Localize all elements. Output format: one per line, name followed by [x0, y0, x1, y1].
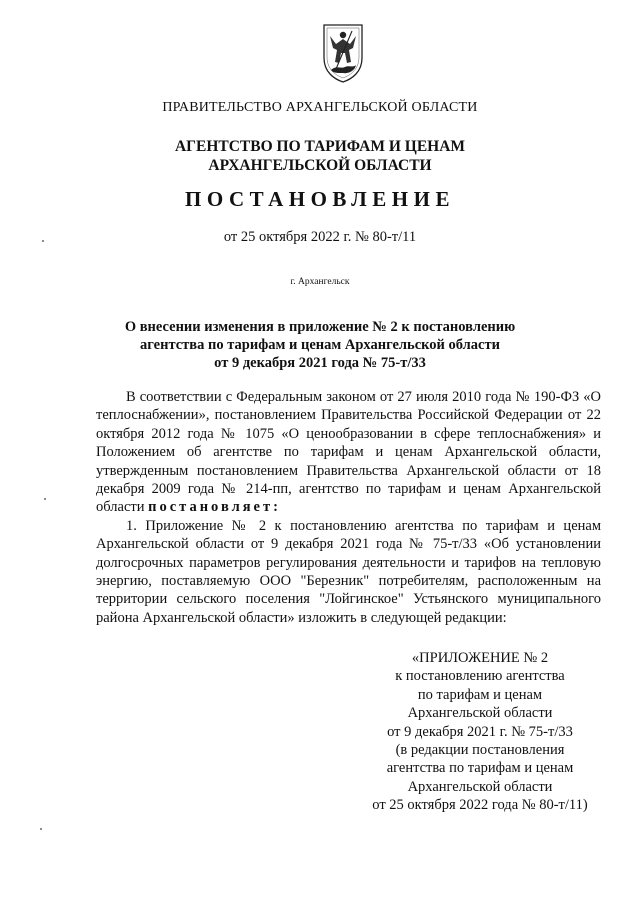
- preamble-text: В соответствии с Федеральным законом от 27 июля 2010 года № 190-ФЗ «О теплоснабжении», постановлением Правительства Российской Федерации от 22 октября 2012 года № 1075 «О ценообразовании в сфере теплоснабжения» и Положением об агентстве по тарифам и ценам Архангельской области, утвержденным постановлением Правительства Архангельской области от 18 декабря 2009 года № 214-пп, агентство по тарифам и ценам Архангельской области: [96, 389, 601, 516]
- subject-line1: О внесении изменения в приложение № 2 к постановлению: [124, 319, 516, 335]
- arkhangelsk-coat-of-arms-icon: [321, 22, 365, 84]
- resolves-word: постановляет:: [148, 499, 281, 516]
- appendix-heading: [330, 649, 630, 815]
- government-name: ПРАВИТЕЛЬСТВО АРХАНГЕЛЬСКОЙ ОБЛАСТИ: [162, 100, 478, 115]
- appendix-line: от 25 октября 2022 года № 80-т/11): [372, 797, 588, 814]
- item-1-paragraph: 1. Приложение № 2 к постановлению агентства по тарифам и ценам Архангельской области от 9 декабря 2021 года № 75-т/33 «Об установлении долгосрочных параметров регулирования деятельности и тарифов на тепловую энергию, поставляемую ООО "Березник" потребителям, расположенным на территории сельского поселения "Лойгинское" Устьянского муниципального района Архангельской области» изложить в следующей редакции:: [96, 517, 601, 626]
- scan-speck: [42, 240, 44, 242]
- agency-name-line2: АРХАНГЕЛЬСКОЙ ОБЛАСТИ: [208, 157, 432, 174]
- appendix-line: по тарифам и ценам: [417, 686, 543, 703]
- appendix-line: Архангельской области: [407, 705, 553, 722]
- appendix-line: от 9 декабря 2021 г. № 75-т/33: [387, 723, 573, 740]
- appendix-line: к постановлению агентства: [395, 668, 565, 685]
- appendix-line: агентства по тарифам и ценам: [386, 760, 574, 777]
- subject-line2: агентства по тарифам и ценам Архангельской области: [140, 337, 500, 353]
- appendix-line: (в редакции постановления: [395, 742, 565, 759]
- subject-line3: от 9 декабря 2021 года № 75-т/33: [214, 355, 426, 371]
- scan-speck: [40, 828, 42, 830]
- agency-name-line1: АГЕНТСТВО ПО ТАРИФАМ И ЦЕНАМ: [174, 138, 466, 155]
- document-date-number: от 25 октября 2022 г. № 80-т/11: [223, 229, 417, 245]
- appendix-line: «ПРИЛОЖЕНИЕ № 2: [411, 650, 549, 666]
- agency-name: [0, 137, 640, 175]
- scan-speck: [44, 498, 46, 500]
- preamble-paragraph: [96, 388, 601, 517]
- appendix-line: Архангельской области: [407, 778, 553, 795]
- document-type-title: ПОСТАНОВЛЕНИЕ: [185, 187, 455, 211]
- document-subject: [0, 318, 640, 372]
- document-body: [96, 388, 601, 627]
- document-city: г. Архангельск: [290, 277, 350, 287]
